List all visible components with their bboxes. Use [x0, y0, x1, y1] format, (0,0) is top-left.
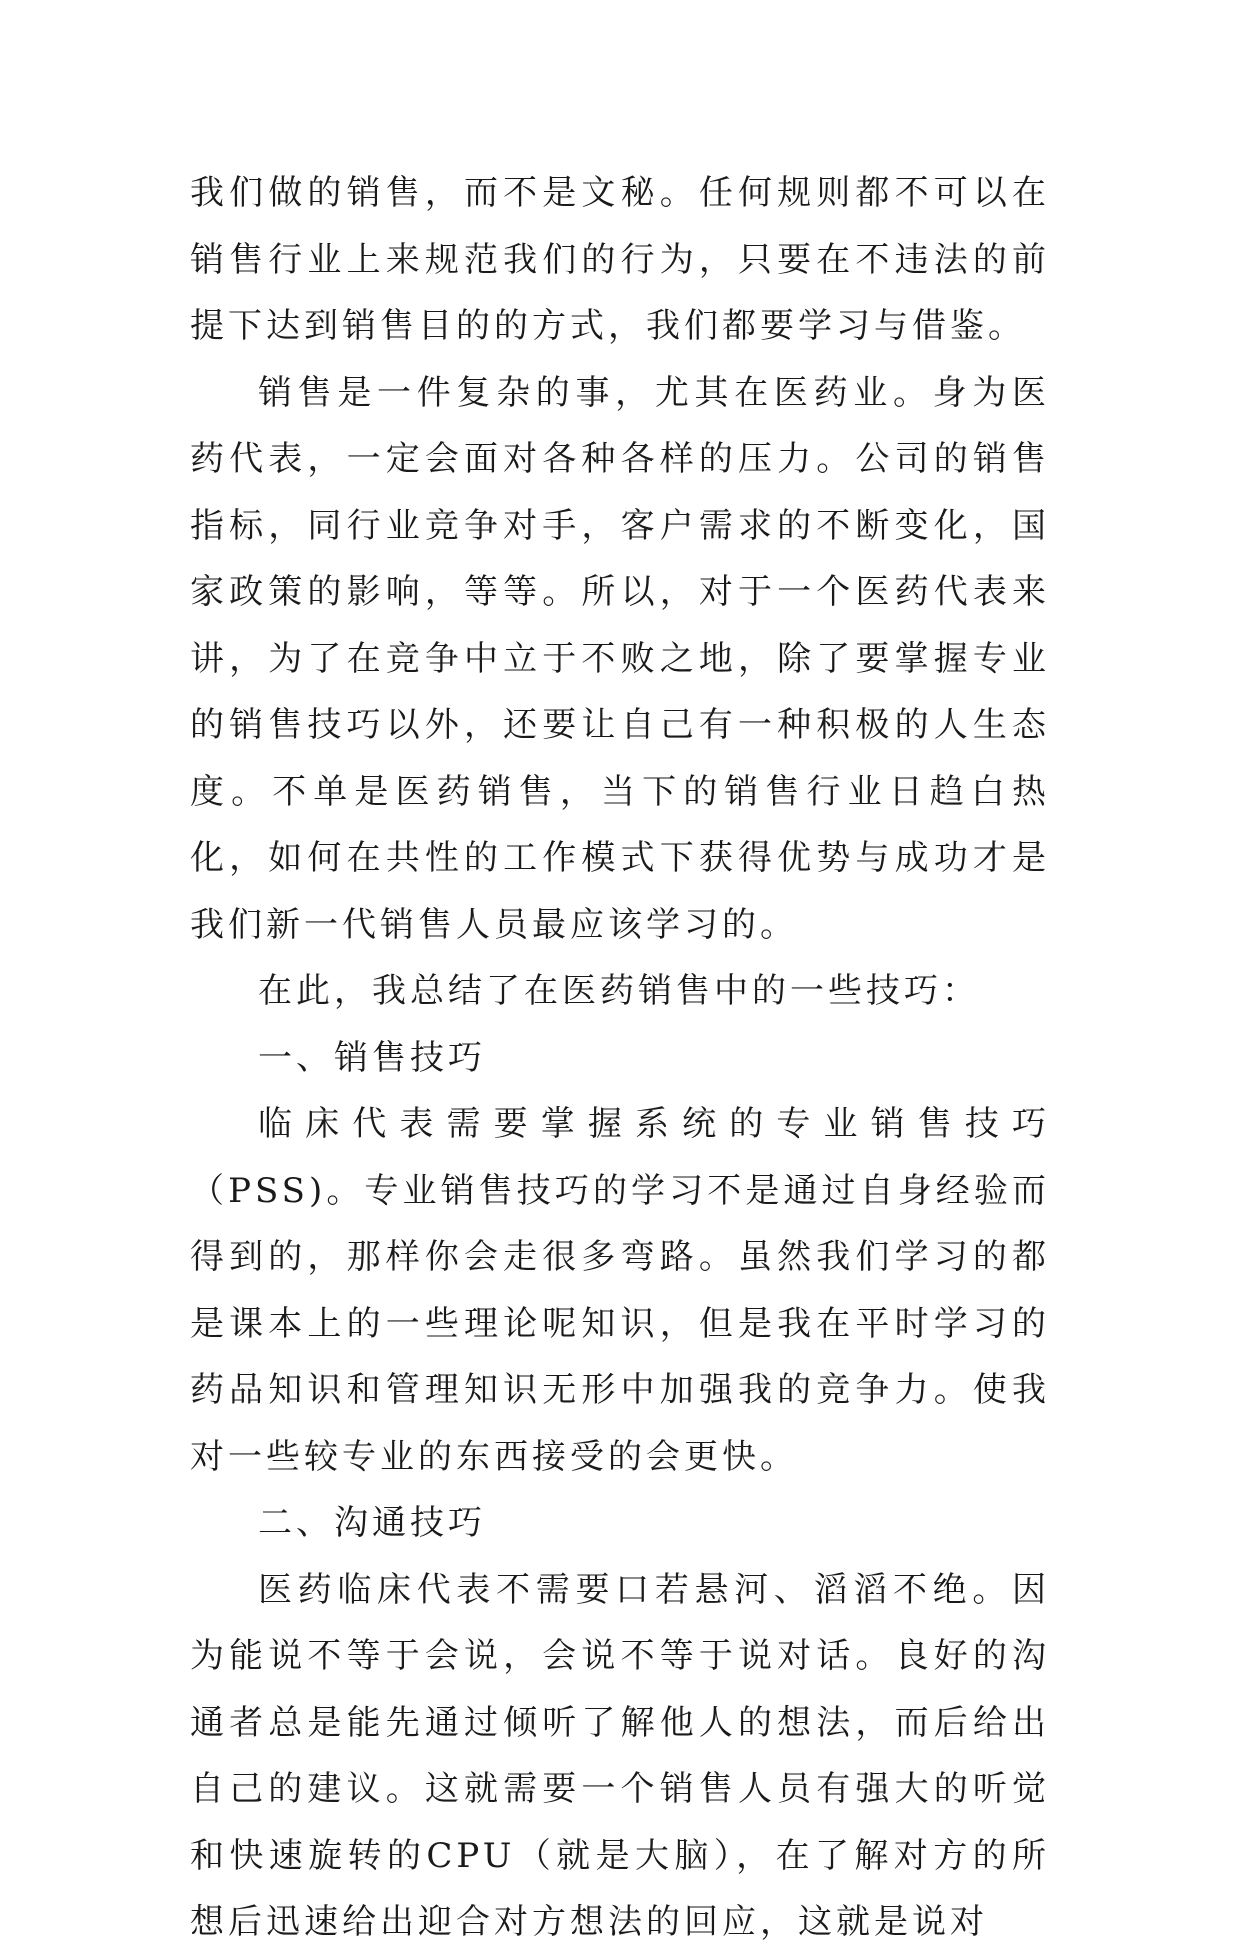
- section-heading-communication-skills: 二、沟通技巧: [258, 1503, 486, 1543]
- document-body: [190, 160, 1050, 1956]
- paragraph-sales-complexity: 销售是一件复杂的事，尤其在医药业。身为医药代表，一定会面对各种各样的压力。公司的销售指标，同行业竞争对手，客户需求的不断变化，国家政策的影响，等等。所以，对于一个医药代表来讲，为了在竞争中立于不败之地，除了要掌握专业的销售技巧以外，还要让自己有一种积极的人生态度。不单是医药销售，当下的销售行业日趋白热化，如何在共性的工作模式下获得优势与成功才是我们新一代销售人员最应该学习的。: [190, 372, 1050, 945]
- paragraph-sales-not-secretary: 我们做的销售，而不是文秘。任何规则都不可以在销售行业上来规范我们的行为，只要在不违法的前提下达到销售目的的方式，我们都要学习与借鉴。: [190, 173, 1050, 346]
- paragraph-summary-intro: 在此，我总结了在医药销售中的一些技巧：: [258, 971, 980, 1011]
- paragraph-pss-skills: 临床代表需要掌握系统的专业销售技巧（PSS)。专业销售技巧的学习不是通过自身经验而得到的，那样你会走很多弯路。虽然我们学习的都是课本上的一些理论呢知识，但是我在平时学习的药品知识和管理知识无形中加强我的竞争力。使我对一些较专业的东西接受的会更快。: [190, 1104, 1050, 1477]
- paragraph-communication: 医药临床代表不需要口若悬河、滔滔不绝。因为能说不等于会说，会说不等于说对话。良好的沟通者总是能先通过倾听了解他人的想法，而后给出自己的建议。这就需要一个销售人员有强大的听觉和快速旋转的CPU（就是大脑），在了解对方的所想后迅速给出迎合对方想法的回应，这就是说对: [190, 1569, 1050, 1942]
- section-heading-sales-skills: 一、销售技巧: [258, 1037, 486, 1078]
